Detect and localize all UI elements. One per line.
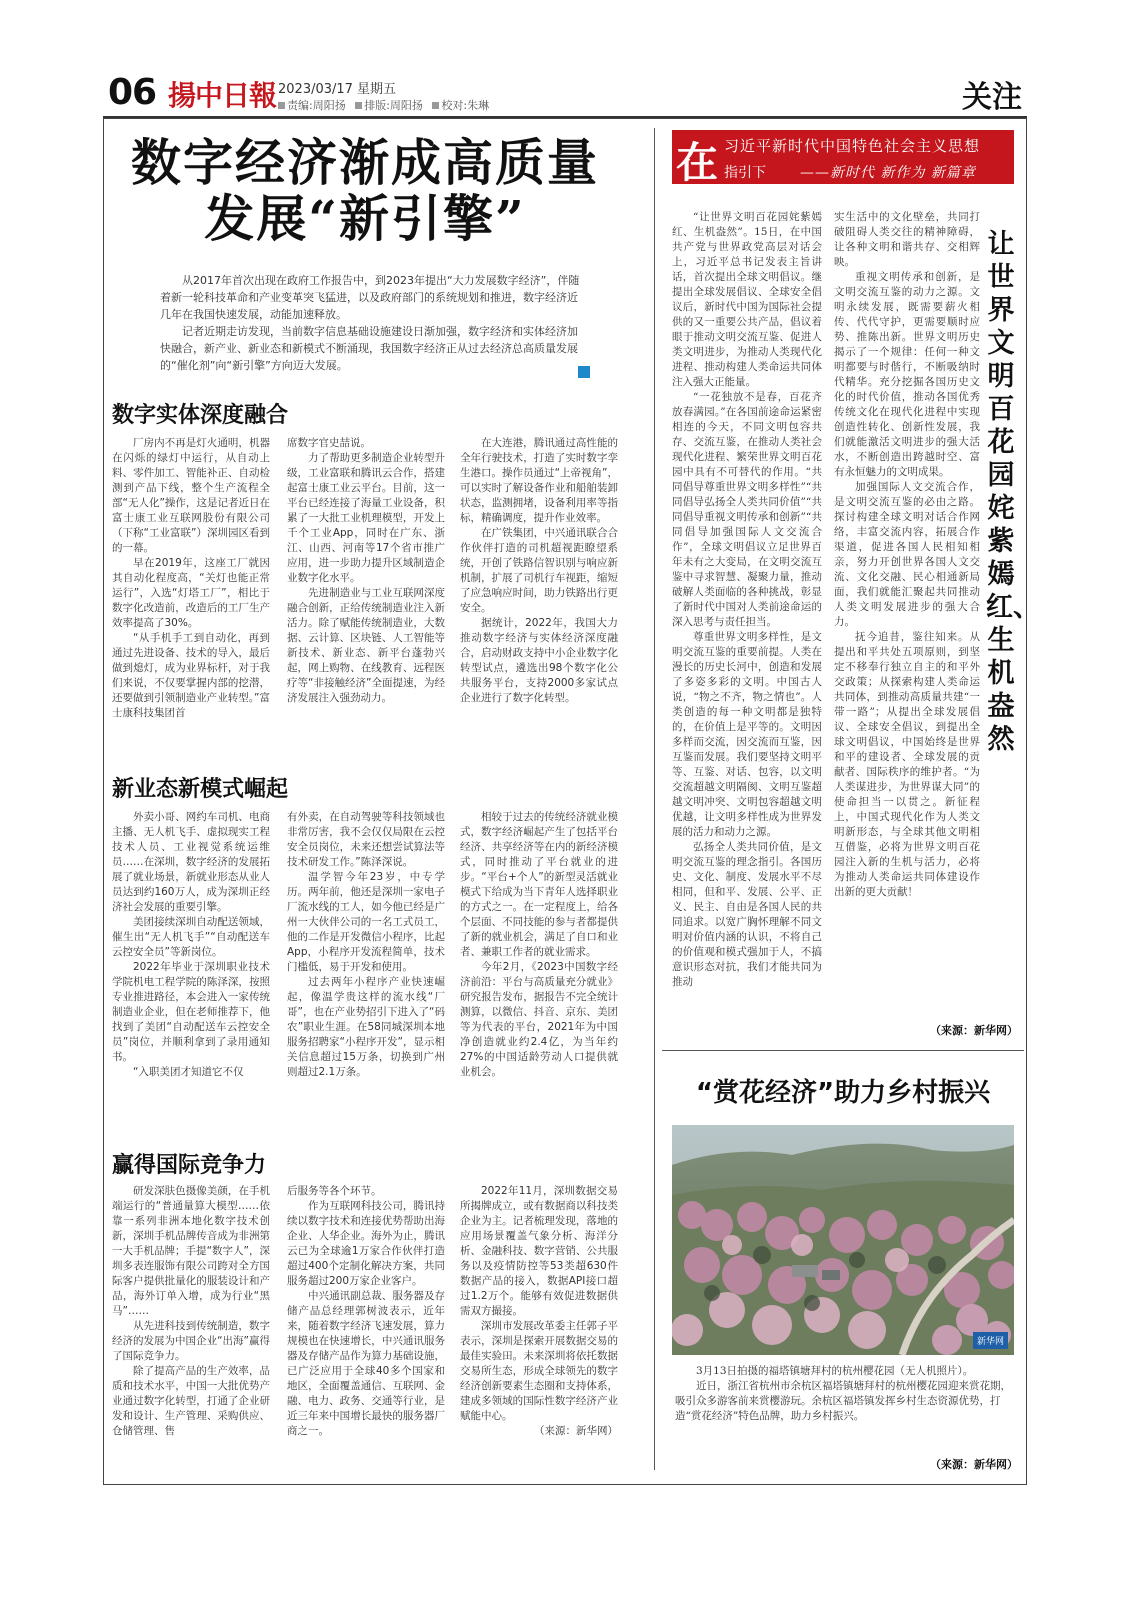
rc1-p4: 弘扬全人类共同价值，是文明交流互鉴的理念指引。各国历史、文化、制度、发展水平不尽相同，但和平、发展、公平、正义、民主、自由是各国人民的共同追求。以宽广胸怀理解不同文明对价值内涵的认识，不将自己的价值观和模式强加于人，不搞意识形态对抗，我们才能共同为推动 — [672, 841, 822, 988]
s1-col-3 — [460, 436, 618, 706]
lead-p2: 记者近期走访发现，当前数字信息基础设施建设日渐加强，数字经济和实体经济加快融合，新产业、新业态和新模式不断涌现，我国数字经济正从过去经济总高质量发展的“催化剂”向“新引擎”方向迈大发展。 — [160, 325, 578, 372]
s1c1-p2: 早在2019年，这座工厂就因其自动化程度高，“关灯也能正常运行”，入选“灯塔工厂”，相比于数字化改造前，改造后的工厂生产效率提高了30%。 — [112, 557, 270, 629]
s2c2-p1: 有外卖，在自动驾驶等科技领域也非常厉害，我不会仅仅局限在云控安全员岗位，未来还想尝试算法等技术研发工作。”陈泽深说。 — [287, 811, 445, 868]
caption-source: （来源：新华网） — [930, 1458, 1018, 1471]
staff-proofreader: 校对:朱琳 — [441, 99, 490, 112]
s3-col-1 — [112, 1184, 270, 1439]
s1-col-1 — [112, 436, 270, 721]
s2c2-p3: 过去两年小程序产业快速崛起，像温学贵这样的流水线“厂哥”，也在产业势招引下进入了“码农”职业生涯。在58同城深圳本地服务招聘家“小程序开发”，显示相关信息超过15万条，切换到广州则超过2.1万条。 — [287, 976, 445, 1078]
s3c1-p3: 除了提高产品的生产效率，品质和技术水平，中国一大批优势产业通过数字化转型，打通了企业研发和设计、生产管理、采购供应、仓储管理、售 — [112, 1365, 270, 1437]
banner-subtitle-1: 指引下 — [724, 165, 766, 181]
right-hrule — [662, 1050, 1024, 1051]
s1c1-p1: 厂房内不再是灯火通明，机器在闪烁的绿灯中运行，从自动上料、零件加工、智能补正、自动检测到产品下线，整个生产流程全部“无人化”操作，这是记者近日在富士康工业互联网股份有限公司（下称“工业富联”）深圳园区看到的一幕。 — [112, 437, 270, 554]
subhead-3: 赢得国际竞争力 — [112, 1153, 267, 1178]
s3c3-p2: 深圳市发展改革委主任郭子平表示，深圳是探索开展数据交易的最佳实验田。未来深圳将依托数据交易所生态，形成全球领先的数字经济创新要素生态圈和支持体系，建成多领域的国际性数字经济产业赋能中心。 — [460, 1320, 618, 1422]
s2-col-1 — [112, 810, 270, 1080]
lead-paragraph — [160, 272, 584, 374]
rc2-p3: 加强国际人文交流合作，是文明交流互鉴的必由之路。探讨构建全球文明对话合作网络，丰富交流内容，拓展合作渠道，促进各国人民相知相亲，努力开创世界各国人文交流、文化交融、民心相通新局面，我们就能汇聚起共同推动人类文明发展进步的强大合力。 — [834, 481, 980, 628]
subhead-2: 新业态新模式崛起 — [112, 777, 289, 802]
s1c2-p2: 力了帮助更多制造企业转型升级，工业富联和腾讯云合作，搭建起富士康工业云平台。目前，这一平台已经连接了海量工业设备，积累了一大批工业机理模型，开发上千个工业App，同时在广东、浙江、山西、河南等17个省市推广应用，进一步助力提升区域制造企业数字化水平。 — [287, 452, 445, 584]
s2c1-p3: 2022年毕业于深圳职业技术学院机电工程学院的陈泽深，按照专业推进路径，本会进入一家传统制造业企业，但在老师推荐下，他找到了美团“自动配送车云控安全员”岗位，并顺利拿到了录用通知书。 — [112, 961, 270, 1063]
s1c2-p3: 先进制造业与工业互联网深度融合创新，正给传统制造业注入新活力。除了赋能传统制造业，大数据、云计算、区块链、人工智能等新技术、新业态、新平台蓬勃兴起，网上购物、在线教育、远程医疗等“非接触经济”全面提速，为经济发展注入强劲动力。 — [287, 587, 445, 704]
s3-col-2 — [287, 1184, 445, 1439]
s3-col-3 — [460, 1184, 618, 1439]
banner-big-char: 在 — [676, 138, 719, 187]
staff-credits — [278, 97, 495, 113]
section-name: 关注 — [962, 80, 1022, 115]
s1c2-p1: 席数字官史喆说。 — [287, 437, 371, 449]
right-article-col-2 — [834, 210, 980, 900]
rc2-p1: 实生活中的文化壁垒，共同打破阻碍人类交往的精神障碍，让各种文明和谐共存、交相辉映。 — [834, 211, 980, 268]
headline-line-2: 发展“新引擎” — [204, 189, 526, 248]
s3c2-p2: 作为互联网科技公司，腾讯持续以数字技术和连接优势帮助出海企业、人华企业。海外为止，腾讯云已为全球逾1万家合作伙伴打造超过400个定制化解决方案，共同服务超过200万家企业客户。 — [287, 1200, 445, 1287]
right-article-col-1 — [672, 210, 822, 990]
caption-p1: 3月13日拍摄的福塔镇塘拜村的杭州樱花园（无人机照片）。 — [696, 1365, 974, 1377]
rc1-p2: “一花独放不是春，百花齐放春满园。”在各国前途命运紧密相连的今天，不同文明包容共存、交流互鉴，在推动人类社会现代化进程、繁荣世界文明百花园中具有不可替代的作用。“共同倡导尊重世界文明多样性”“共同倡导弘扬全人类共同价值”“共同倡导重视文明传承和创新”“共同倡导加强国际人文交流合作”，全球文明倡议立足世界百年未有之大变局，在文明交流互鉴中寻求智慧、凝聚力量，推动破解人类面临的各种挑战，彰显了新时代中国对人类前途命运的深入思考与责任担当。 — [672, 391, 822, 628]
page-number: 06 — [108, 72, 157, 113]
s1c1-p3: “从手机手工到自动化，再到通过先进设备、技术的导入，最后做到熄灯，成为业界标杆，对于我们来说，不仅要掌握内部的挖潜，还要做到引领制造业产业转型。”富士康科技集团首 — [112, 632, 270, 719]
s1-col-2 — [287, 436, 445, 706]
s1c3-p1: 在大连港，腾讯通过高性能的全年行驶技术，打造了实时数字孪生港口。操作员通过“上帝视角”，可以实时了解设备作业和船舶装卸状态，监测拥堵，设备利用率等指标，精确调度，提升作业效率。 — [460, 437, 618, 524]
rc1-p3: 尊重世界文明多样性，是文明交流互鉴的重要前提。人类在漫长的历史长河中，创造和发展了多姿多彩的文明。中国古人说，“物之不齐，物之情也”。人类创造的每一种文明都是独特的，在价值上是平等的。文明因多样而交流，因交流而互鉴，因互鉴而发展。我们要坚持文明平等、互鉴、对话、包容，以文明交流超越文明隔阂、文明互鉴超越文明冲突、文明包容超越文明优越，让文明多样性成为世界发展的活力和动力之源。 — [672, 631, 822, 838]
s2c1-p1: 外卖小哥、网约车司机、电商主播、无人机飞手、虚拟现实工程技术人员、工业视觉系统运维员……在深圳，数字经济的发展拓展了就业场景，新就业形态从业人员达到约160万人，成为深圳正经济社会发展的重要引擎。 — [112, 811, 270, 913]
staff-editor: 责编:周阳扬 — [287, 99, 346, 112]
s2-col-3 — [460, 810, 618, 1080]
flower-article-title: “赏花经济”助力乡村振兴 — [695, 1078, 991, 1108]
column-divider — [654, 128, 655, 1470]
s3c2-p1: 后服务等各个环节。 — [287, 1185, 382, 1197]
banner-title: 习近平新时代中国特色社会主义思想 — [724, 137, 981, 155]
rc2-p4: 抚今追昔，鉴往知来。从提出和平共处五项原则，到坚定不移奉行独立自主的和平外交政策；从探索构建人类命运共同体，到推动高质量共建“一带一路”；从提出全球发展倡议、全球安全倡议，到提出全球文明倡议，中国始终是世界和平的建设者、全球发展的贡献者、国际秩序的维护者。“为人类谋进步，为世界谋大同”的使命担当一以贯之。新征程上，中国式现代化作为人类文明新形态，与全球其他文明相互借鉴，必将为世界文明百花园注入新的生机与活力，必将为推动人类命运共同体建设作出新的更大贡献！ — [834, 631, 980, 898]
cherry-blossom-photo — [672, 1125, 1014, 1355]
s3c1-p2: 从先进科技到传统制造，数字经济的发展为中国企业“出海”赢得了国际竞争力。 — [112, 1320, 270, 1362]
vertical-article-title: 让世界文明百花园姹紫嫣红、生机盎然 — [986, 229, 1040, 755]
caption-p2: 近日，浙江省杭州市余杭区福塔镇塘拜村的杭州樱花园迎来赏花期，吸引众多游客前来赏樱游玩。余杭区福塔镇发挥乡村生态资源优势，打造“赏花经济”特色品牌，助力乡村振兴。 — [675, 1380, 1011, 1422]
headline-line-1: 数字经济渐成高质量 — [131, 133, 599, 192]
right-article-source: （来源：新华网） — [930, 1024, 1018, 1037]
photo-watermark: 新华网 — [973, 1332, 1008, 1349]
lead-end-square — [578, 366, 590, 378]
staff-layout: 排版:周阳扬 — [364, 99, 423, 112]
photo-caption — [675, 1364, 1011, 1424]
subhead-1: 数字实体深度融合 — [112, 403, 289, 428]
banner-subtitle-2: ——新时代 新作为 新篇章 — [800, 165, 976, 181]
s3c1-p1: 研发深肤色摄像美颜，在手机端运行的“普通量算大模型……依靠一系列非洲本地化数字技术创新，深圳手机品牌传音成为非洲第一大手机品牌；手提“数字人”，深圳多表连服饰有限公司跨对全方国际客户提供批量化的服装设计和产品，海外订单入增，成为行业“黑马”…… — [112, 1185, 270, 1317]
s2c2-p2: 温学智今年23岁，中专学历。两年前，他还是深圳一家电子厂流水线的工人，如今他已经是广州一大伙伴公司的一名工式员工，他的二作是开发微信小程序，比起App，小程序开发流程简单，技术门槛低，易于开发和使用。 — [287, 871, 445, 973]
s1c3-p2: 在广铁集团，中兴通讯联合合作伙伴打造的司机超视距瞭望系统，开创了铁路信智识别与响应新机制，扩展了司机行车视距，缩短了应急响应时间，助力铁路出行更安全。 — [460, 527, 618, 614]
s3-source: （来源：新华网） — [534, 1425, 618, 1437]
issue-date: 2023/03/17 星期五 — [278, 82, 397, 97]
lead-p1: 从2017年首次出现在政府工作报告中，到2023年提出“大力发展数字经济”，伴随着新一轮科技革命和产业变革突飞猛进，以及政府部门的系统规划和推进，数字经济近几年在我国快速发展，动能加速释放。 — [160, 274, 580, 321]
rc2-p2: 重视文明传承和创新，是文明交流互鉴的动力之源。文明永续发展，既需要薪火相传、代代守护，更需要顺时应势、推陈出新。世界文明历史揭示了一个规律：任何一种文明都要与时偕行，不断吸纳时代精华。充分挖掘各国历史文化的时代价值，推动各国优秀传统文化在现代化进程中实现创造性转化、创新性发展，我们就能激活文明进步的强大活水，不断创造出跨越时空、富有永恒魅力的文明成果。 — [834, 271, 980, 478]
s2c1-p4: “入职美团才知道它不仅 — [133, 1066, 244, 1078]
photo-illustration — [672, 1125, 1014, 1355]
rc1-p1: “让世界文明百花园姹紫嫣红、生机盎然”。15日，在中国共产党与世界政党高层对话会上，习近平总书记发表主旨讲话，首次提出全球文明倡议。继提出全球发展倡议、全球安全倡议后，新时代中国为国际社会提供的又一重要公共产品，倡议着眼于推动文明交流互鉴、促进人类文明进步，为推动人类现代化进程、推动构建人类命运共同体注入强大正能量。 — [672, 211, 822, 388]
s2-col-2 — [287, 810, 445, 1080]
s2c1-p2: 美团接续深圳自动配送领域，催生出“无人机飞手”“自动配送车云控安全员”等新岗位。 — [112, 916, 270, 958]
s3c2-p3: 中兴通讯副总裁、服务器及存储产品总经理郭树波表示，近年来，随着数字经济飞速发展，算力规模也在快速增长，中兴通讯服务器及存储产品作为算力基础设施，已广泛应用于全球40多个国家和地区，全面覆盖通信、互联网、金融、电力、政务、交通等行业，是近三年来中国增长最快的服务器厂商之一。 — [287, 1290, 445, 1437]
newspaper-logo: 揚中日報 — [168, 79, 277, 112]
s2c3-p2: 今年2月，《2023中国数字经济前沿：平台与高质量充分就业》研究报告发布，据报告不完全统计测算，以微信、抖音、京东、美团等为代表的平台，2021年为中国净创造就业约2.4亿，为当年约27%的中国适龄劳动人口提供就业机会。 — [460, 961, 618, 1078]
main-headline — [110, 135, 620, 247]
s1c3-p3: 据统计，2022年，我国大力推动数字经济与实体经济深度融合，启动财政支持中小企业数字化转型试点，遴选出98个数字化公共服务平台，支持2000多家试点企业进行了数字化转型。 — [460, 617, 618, 704]
s2c3-p1: 相较于过去的传统经济就业模式，数字经济崛起产生了包括平台经济、共享经济等在内的新经济模式，同时推动了平台就业的进步。“平台+个人”的新型灵活就业模式下给成为当下青年人选择职业的方式之一。在一定程度上，给各个层面、不同技能的参与者都提供了新的就业机会，满足了自口和业者、兼职工作者的就业需求。 — [460, 811, 618, 958]
s3c3-p1: 2022年11月，深圳数据交易所揭牌成立，或有数据商以科技类企业为主。记者梳理发现，落地的应用场景覆盖气象分析、海洋分析、金融科技、数字营销、公共服务以及疫情防控等53类超630件数据产品的接入，数据API接口超过1.2万个。能够有效促进数据供需双方撮接。 — [460, 1185, 618, 1317]
